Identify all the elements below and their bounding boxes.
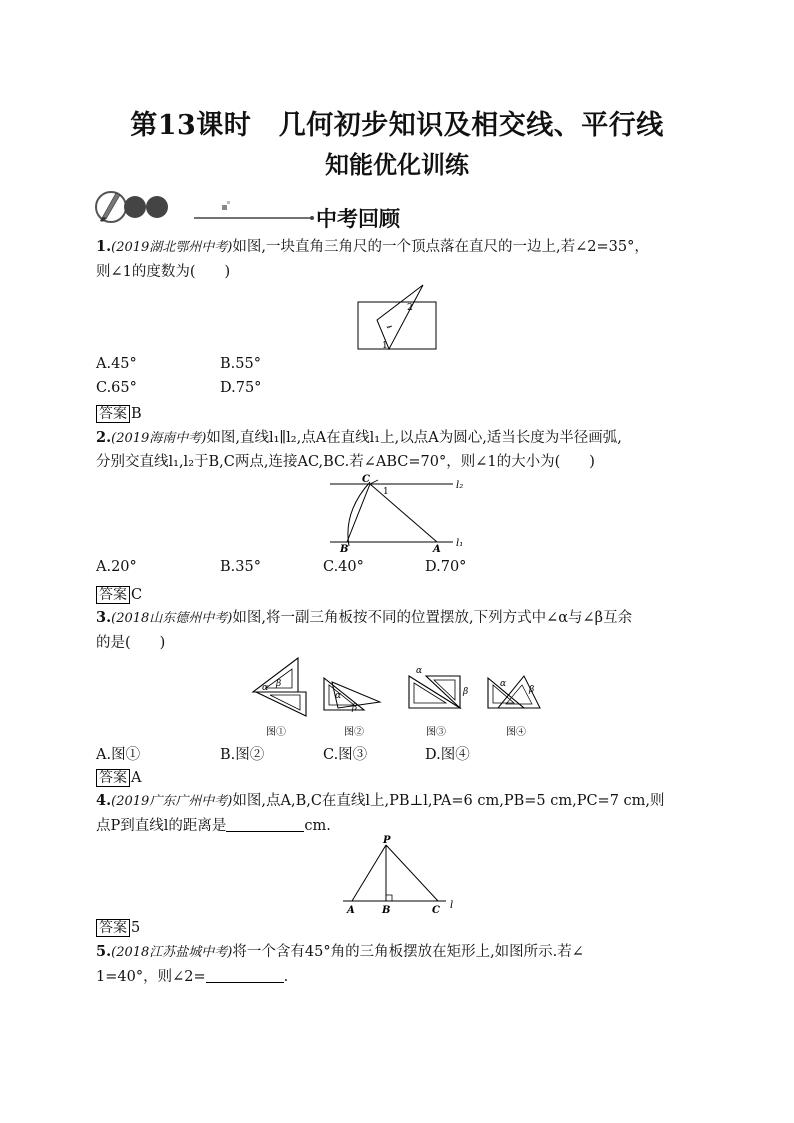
answer-badge: 答案	[96, 586, 130, 604]
q2-option-d[interactable]: D.70°	[425, 559, 467, 575]
svg-text:β: β	[529, 685, 535, 695]
section-title: 中考回顾	[316, 207, 400, 231]
q3-source: (2018山东德州中考)	[111, 611, 233, 626]
q1-option-c[interactable]: C.65°	[96, 380, 137, 396]
q3-option-b[interactable]: B.图②	[220, 747, 265, 763]
q5-stem-2: 1=40°，则∠2=	[96, 969, 206, 985]
q3-answer	[96, 767, 141, 787]
q2-option-b[interactable]: B.35°	[220, 559, 261, 575]
q2-label-l1: l₁	[456, 538, 464, 549]
q5-text-line1	[96, 941, 584, 964]
q1-option-a[interactable]: A.45°	[96, 356, 137, 372]
q3-answer-value: A	[131, 770, 142, 786]
svg-text:β: β	[463, 687, 469, 697]
q3-caption-4: 图④	[506, 727, 526, 738]
q1-figure	[355, 282, 440, 354]
q1-option-b[interactable]: B.55°	[220, 356, 261, 372]
q1-answer	[96, 403, 142, 423]
q4-text-line2	[96, 815, 331, 837]
q4-label-l: l	[450, 900, 454, 911]
page-title: 第13课时 几何初步知识及相交线、平行线	[130, 110, 664, 141]
q2-figure	[325, 472, 475, 554]
q1-text-line2: 则∠1的度数为( )	[96, 264, 231, 280]
q4-answer-blank[interactable]	[226, 817, 304, 832]
q3-fig-2	[324, 678, 380, 738]
q2-source: (2019海南中考)	[111, 431, 207, 446]
q1-text-line1	[96, 236, 649, 259]
q2-label-C: C	[362, 474, 370, 485]
q4-stem-2: 点P到直线l的距离是	[96, 818, 227, 834]
q5-number: 5.	[96, 943, 112, 960]
q3-fig-1	[253, 658, 306, 738]
q2-number: 2.	[96, 429, 112, 446]
q3-stem: 如图,将一副三角板按不同的位置摆放,下列方式中∠α与∠β互余	[232, 610, 633, 626]
q5-text-line2	[96, 966, 288, 988]
svg-text:α: α	[262, 683, 269, 693]
q4-text-line1	[96, 790, 665, 813]
q3-caption-2: 图②	[344, 727, 364, 738]
q3-option-d[interactable]: D.图④	[425, 747, 470, 763]
q4-number: 4.	[96, 792, 112, 809]
q2-stem: 如图,直线l₁∥l₂,点A在直线l₁上,以点A为圆心,适当长度为半径画弧,	[206, 430, 622, 446]
q3-text-line1	[96, 607, 632, 630]
q3-caption-1: 图①	[266, 727, 286, 738]
q4-stem: 如图,点A,B,C在直线l上,PB⊥l,PA=6 cm,PB=5 cm,PC=7 cm,则	[232, 793, 665, 809]
q2-label-B: B	[340, 544, 349, 554]
q3-option-a[interactable]: A.图①	[96, 747, 141, 763]
q5-stem: 将一个含有45°角的三角板摆放在矩形上,如图所示.若∠	[232, 944, 584, 960]
q4-figure	[338, 833, 468, 917]
svg-text:α: α	[416, 666, 423, 676]
q2-option-c[interactable]: C.40°	[323, 559, 364, 575]
q2-option-a[interactable]: A.20°	[96, 559, 137, 575]
q4-stem-3: cm.	[304, 818, 331, 834]
q3-figure	[248, 652, 548, 744]
q2-text-line2: 分别交直线l₁,l₂于B,C两点,连接AC,BC.若∠ABC=70°，则∠1的大小为( )	[96, 454, 595, 470]
svg-text:β: β	[352, 703, 358, 713]
q3-fig-3	[409, 666, 468, 738]
q4-label-A: A	[347, 905, 355, 916]
q4-label-C: C	[432, 905, 440, 916]
q4-label-B: B	[382, 905, 391, 916]
q3-caption-3: 图③	[426, 727, 446, 738]
section-decoration-icon	[94, 188, 319, 228]
answer-badge: 答案	[96, 919, 130, 937]
q1-source: (2019湖北鄂州中考)	[111, 240, 233, 255]
q1-stem: 如图,一块直角三角尺的一个顶点落在直尺的一边上,若∠2=35°，	[232, 239, 649, 255]
q4-source: (2019广东广州中考)	[111, 794, 233, 809]
q1-answer-value: B	[131, 406, 142, 422]
q2-answer	[96, 584, 142, 604]
page-subtitle: 知能优化训练	[325, 150, 469, 179]
svg-text:α: α	[335, 691, 342, 701]
q2-label-A: A	[433, 544, 441, 554]
q3-fig-4	[488, 676, 540, 738]
q2-label-l2: l₂	[456, 480, 464, 491]
q1-fig-label-2: 2	[407, 303, 413, 313]
answer-badge: 答案	[96, 405, 130, 423]
q3-number: 3.	[96, 609, 112, 626]
q5-answer-blank[interactable]	[206, 968, 284, 983]
answer-badge: 答案	[96, 769, 130, 787]
q1-fig-label-1: 1	[382, 341, 388, 351]
svg-text:α: α	[500, 679, 507, 689]
q2-answer-value: C	[131, 587, 143, 603]
q5-stem-3: .	[283, 969, 289, 985]
q4-answer-value: 5	[131, 920, 141, 936]
q1-option-d[interactable]: D.75°	[220, 380, 262, 396]
svg-text:β: β	[276, 679, 282, 689]
q2-label-1: 1	[383, 487, 389, 497]
q3-text-line2: 的是( )	[96, 635, 166, 651]
q5-source: (2018江苏盐城中考)	[111, 945, 233, 960]
q1-number: 1.	[96, 238, 112, 255]
q4-label-P: P	[383, 835, 391, 846]
q2-text-line1	[96, 427, 622, 450]
q3-option-c[interactable]: C.图③	[323, 747, 368, 763]
q4-answer	[96, 917, 140, 937]
